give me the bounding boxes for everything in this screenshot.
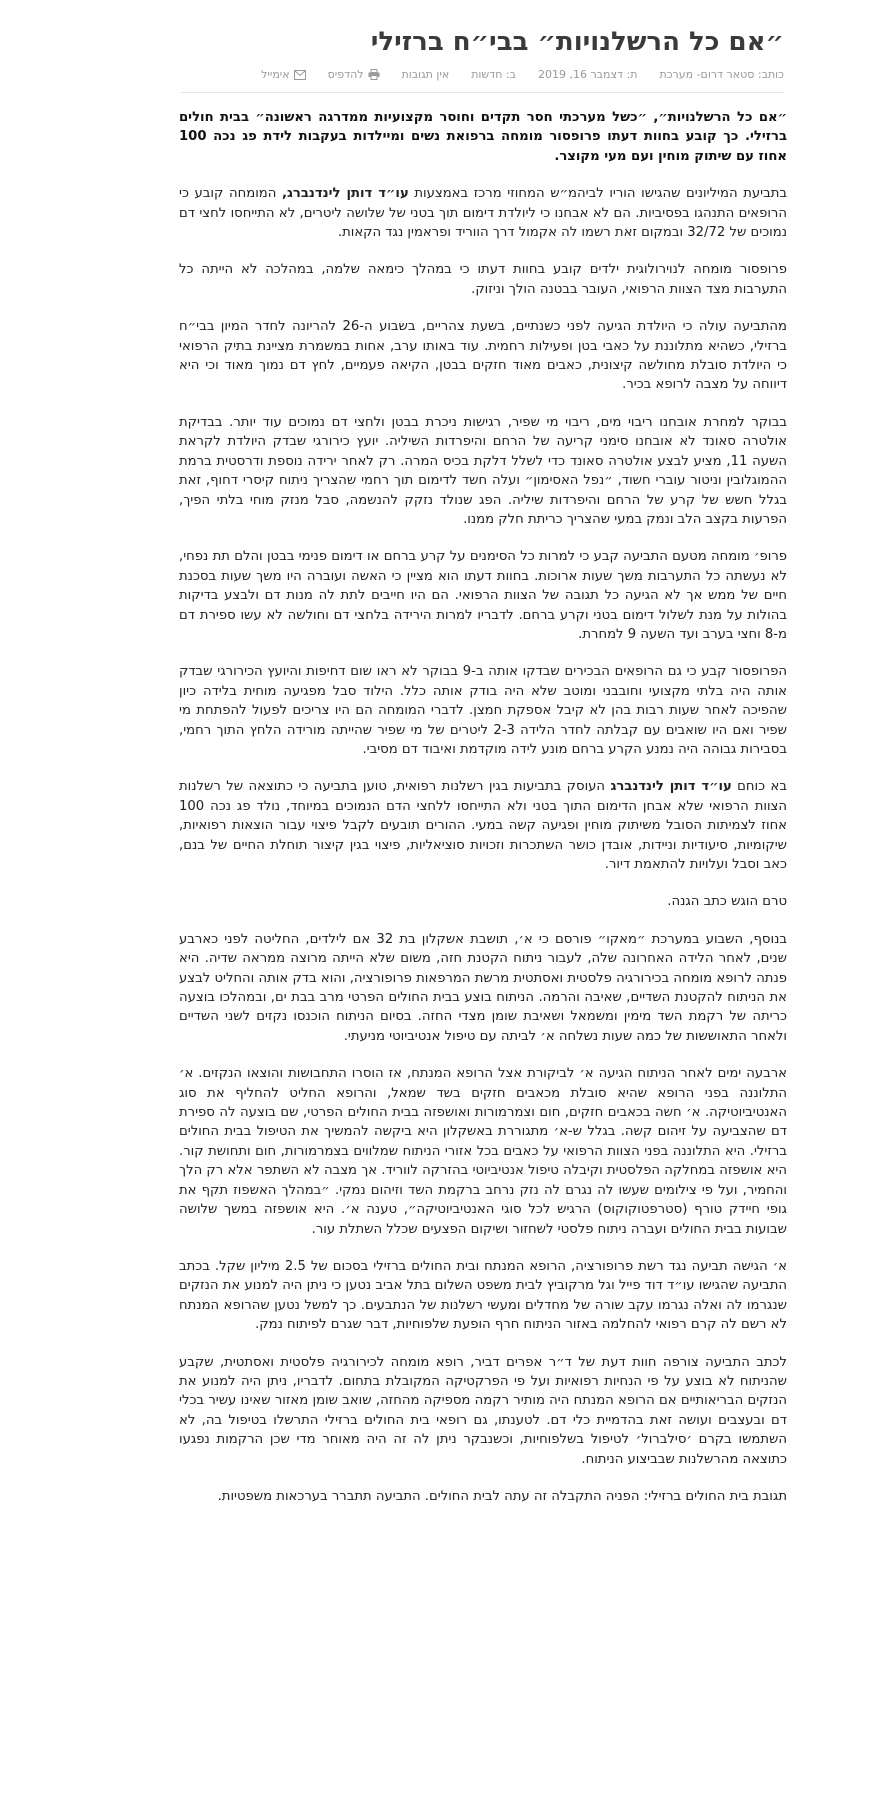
article-title: ״אם כל הרשלנויות״ בבי״ח ברזילי — [370, 27, 784, 57]
email-link[interactable] — [261, 68, 305, 81]
article-body — [179, 108, 787, 1524]
lawyer-name: עו״ד דותן לינדנברג, — [281, 186, 409, 202]
paragraph-3: מהתביעה עולה כי היולדת הגיעה לפני כשנתיים, בשעת צהריים, בשבוע ה-26 להריונה לחדר המיון בבי״ח ברזילי, כשהיא מתלוננת על כאבי בטן ופעילות רחמית. עוד באותו ערב, אחות במשמרת מציינת בתיק הרפואי כי היולדת סובלת מחולשה קיצונית, כאבים מאוד חזקים בבטן, הקיאה פעמיים, לחץ דם נמוך מאוד וכי היא דיווחה על מצבה לרופא בכיר. — [179, 319, 787, 393]
lawyer-name: עו״ד דותן לינדנברג — [610, 779, 732, 795]
category: ב: חדשות — [471, 68, 516, 81]
paragraph-1-rest: המומחה קובע כי הרופאים התנהגו בפסיביות. הם לא אבחנו כי ליולדת דימום תוך בטני של שלושה ליטרים, לא התייחסו לחצי דם נמוכים של 32/72 ובמקום זאת רשמו לה אקמול דרך הווריד ופראמין נגד הקאות. — [179, 186, 787, 241]
paragraph-11: א׳ הגישה תביעה נגד רשת פרופורציה, הרופא המנתח ובית החולים ברזילי בסכום של 2.5 מיליון שקל. בכתב התביעה שהגישו עו״ד דוד פייל וגל מרקוביץ לבית משפט השלום בתל אביב נטען כי ניתן היה למנוע את הנזקים שנגרמו לה ואלה נגרמו עקב שורה של מחדלים ומעשי רשלנות של הנתבעים. כך למשל נטען שהרופא המנתח לא רשם לה קרם רפואי להחלמה באזור הניתוח חרף הופעת שלפוחיות, דבר שגרם לפיתוח נמק. — [179, 1258, 787, 1333]
print-link[interactable] — [328, 68, 380, 81]
paragraph-7 — [179, 777, 787, 874]
paragraph-10: ארבעה ימים לאחר הניתוח הגיעה א׳ לביקורת אצל הרופא המנתח, אז הוסרו התחבושות והוצאו הנקזים. א׳ התלוננה בפני הרופא שהיא סובלת מכאבים חזקים בשד שמאל, והרופא החליט להחליף את סוג האנטיביוטיקה. א׳ חשה בכאבים חזקים, חום וצמרמורות ואושפזה בבית החולים הפרטי, שם בוצעה לה ספירת דם שהצביעה על זיהום קשה. בגלל ש-א׳ מתגוררת באשקלון היא ביקשה להמשיך את הטיפול בבית החולים ברזילי. היא התלוננה בפני הצוות הרפואי על כאבים בכל אזורי הניתוח שמלווים בצמרמורות, חום ותחושת קור. היא אושפזה במחלקה הפלסטית וקיבלה טיפול אנטיביוטי בהזרקה לווריד. אך מצבה לא השתפר אלא רק הלך והחמיר, ועל פי צילומים שעשו לה נגרם לה נזק נרחב ברקמת השד וזיהום נמקי. ״במהלך האשפוז תקף את גופי חיידק טורף (סטרפטוקוקוס) הרגיש לכל סוגי האנטיביוטיקה״, טענה א׳. היא אושפזה במשך שלושה שבועות בבית החולים ועברה ניתוח פלסטי לשחזור ושיקום הפצעים שכלל השתלת עור. — [179, 1066, 787, 1237]
paragraph-7-rest: העוסק בתביעות בגין רשלנות רפואית, טוען בתביעה כי כתוצאה של רשלנות הצוות הרפואי שלא אבחן הדימום התוך בטני ולא התייחסו ללחצי הדם הנמוכים במיוחד, נולד פג נכה 100 אחוז לצמיתות הסובל משיתוק מוחין ופגיעה קשה במעי. ההורים תובעים לקבל פיצוי עבור הוצאות רפואיות, שיקומיות, סיעודיות וניידות, אובדן כושר השתכרות וזכויות סוציאליות, פיצוי בגין קיצור תוחלת החיים של בנם, כאב וסבל ועלויות להתאמת דיור. — [179, 779, 787, 872]
paragraph-1-start: בתביעת המיליונים שהגישו הוריו לביהמ״ש המחוזי מרכז באמצעות — [408, 186, 787, 202]
paragraph-4: בבוקר למחרת אובחנו ריבוי מים, ריבוי מי שפיר, רגישות ניכרת בבטן ולחצי דם נמוכים עוד יותר. בבדיקת אולטרה סאונד לא אובחנו סימני קריעה של הרחם והיפרדות השיליה. יועץ כירורגי שבדק היולדת לקראת השעה 11, מציע לבצע אולטרה סאונד כדי לשלל דלקת בכיס המרה. רק לאחר ירידה נוספת ודרסטית ברמת ההמוגלובין וניטור עוברי חשוד, ״נפל האסימון״ ועלה חשד לדימום תוך רחמי שהצריך ניתוח קיסרי דחוף, זאת בגלל חשש של קרע של הרחם והיפרדות שיליה. הפג שנולד נזקק להנשמה, סבל מנזק מוחי בלתי הפיך, הפרעות בקצב הלב ונמק במעי שהצריך כריתת חלק ממנו. — [179, 414, 787, 527]
printer-icon — [368, 69, 380, 80]
print-label: להדפיס — [327, 68, 364, 81]
paragraph-1 — [179, 184, 787, 242]
paragraph-12: לכתב התביעה צורפה חוות דעת של ד״ר אפרים דביר, רופא מומחה לכירורגיה פלסטית ואסתטית, שקבע שהניתוח לא בוצע על פי הנחיות רפואיות ועל פי הפרקטיקה המקובלת בתחום. לדבריו, ניתן היה למנוע את הנזקים הבריאותיים אם הרופא המנתח היה מותיר רקמה מספיקה מהחזה, שואב שומן מאזור שאינו עשיר בכלי דם ובעצבים ועושה זאת בהדמיית כלי דם. לטענתו, גם רופאי בית החולים ברזילי התרשלו בטיפול בה, לא השתמשו בקרם ׳סילברול׳ לטיפול בשלפוחיות, וכשנבקר ניתן לה זה היה מאוחר מדי שכן הרקמות נפגעו כתוצאה מהרשלנות שבביצוע הניתוח. — [179, 1354, 787, 1467]
comments-count[interactable]: אין תגובות — [401, 68, 450, 81]
envelope-icon — [294, 70, 306, 80]
paragraph-7-start: בא כוחם — [731, 779, 787, 795]
publish-date: ת: דצמבר 16, 2019 — [537, 68, 638, 81]
email-label: אימייל — [261, 68, 290, 81]
paragraph-5: פרופ׳ מומחה מטעם התביעה קבע כי למרות כל הסימנים על קרע ברחם או דימום פנימי בבטן והלם תת נפחי, לא נעשתה כל התערבות משך שעות ארוכות. בחוות דעתו הוא מציין כי האשה ועוברה היו משך שעות בסכנת חיים של ממש אך לא הגיעה כל תגובה של הצוות הרפואי. הם היו חייבים לתת לה מנות דם ולבצע בדיקות בהולות על מנת לשלול דימום בטני וקרע ברחם. לדבריו למרות הירידה בלחצי דם וחולשה לא עשו ספירת דם מ-8 וחצי בערב ועד השעה 9 למחרת. — [179, 549, 787, 642]
author: כותב: סטאר דרום- מערכת — [659, 68, 784, 81]
paragraph-6: הפרופסור קבע כי גם הרופאים הבכירים שבדקו אותה ב-9 בבוקר לא ראו שום דחיפות והיועץ הכירורגי שבדק אותה היה בלתי מקצועי וחובבני ומוטב שלא היה בודק אותה כלל. הילוד סבל מפגיעה מוחית בלידה כיון שהפיכה לאחר שעות רבות בהן לא קיבל אספקת חמצן. לדברי המומחה הם היו צריכים לפעול להפתחת מי שפיר ואם היו שואבים עם קבלתה לחדר הלידה 2-3 ליטרים של מי שפיר שהייתה מורידה הלחץ התוך רחמי, בסבירות גבוהה היה נמנע הקרע ברחם מונע לידה מוקדמת ואיבוד דם מסיבי. — [179, 664, 787, 757]
meta-divider — [181, 92, 784, 93]
paragraph-2: פרופסור מומחה לנוירולוגית ילדים קובע בחוות דעתו כי במהלך כימאה שלמה, במהלכה לא הייתה כל התערבות מצד הצוות הרפואי, העובר בבטנה הולך וניזוק. — [179, 262, 787, 297]
paragraph-8: טרם הוגש כתב הגנה. — [667, 894, 787, 910]
paragraph-9: בנוסף, השבוע במערכת ״מאקו״ פורסם כי א׳, תושבת אשקלון בת 32 אם לילדים, החליטה לפני כארבע שנים, לאחר הלידה האחרונה שלה, לעבור ניתוח הקטנת חזה, משום שלא הייתה מרוצה ממראה שדיה. היא פנתה לרופא מומחה בכירורגיה פלסטית ואסתטית מרשת המרפאות פרופורציה, והוא בדק אותה והחליט לבצע את הניתוח להקטנת השדיים, שאיבה והרמה. הניתוח בוצע בבית החולים הפרטי מרב בבת ים, ובמהלכו בוצעה כריתה של רקמת השד מימין ומשמאל ושאיבת שומן מצדי החזה. בסיום הניתוח הוכנסו נקזים לשני השדיים ולאחר התאוששות של כמה שעות נשלחה א׳ לביתה עם טיפול אנטיביוטי מניעתי. — [179, 931, 787, 1044]
paragraph-13: תגובת בית החולים ברזילי: הפניה התקבלה זה עתה לבית החולים. התביעה תתברר בערכאות משפטיות. — [217, 1488, 787, 1504]
article-meta — [100, 68, 784, 81]
lead-paragraph: ״אם כל הרשלנויות״, ״כשל מערכתי חסר תקדים וחוסר מקצועיות ממדרגה ראשונה״ בבית חולים ברזילי. כך קובע בחוות דעתו פרופסור מומחה ברפואת נשים ומיילדות בעקבות לידת פג נכה 100 אחוז עם שיתוק מוחין ועם מעי מקוצר. — [179, 110, 787, 164]
